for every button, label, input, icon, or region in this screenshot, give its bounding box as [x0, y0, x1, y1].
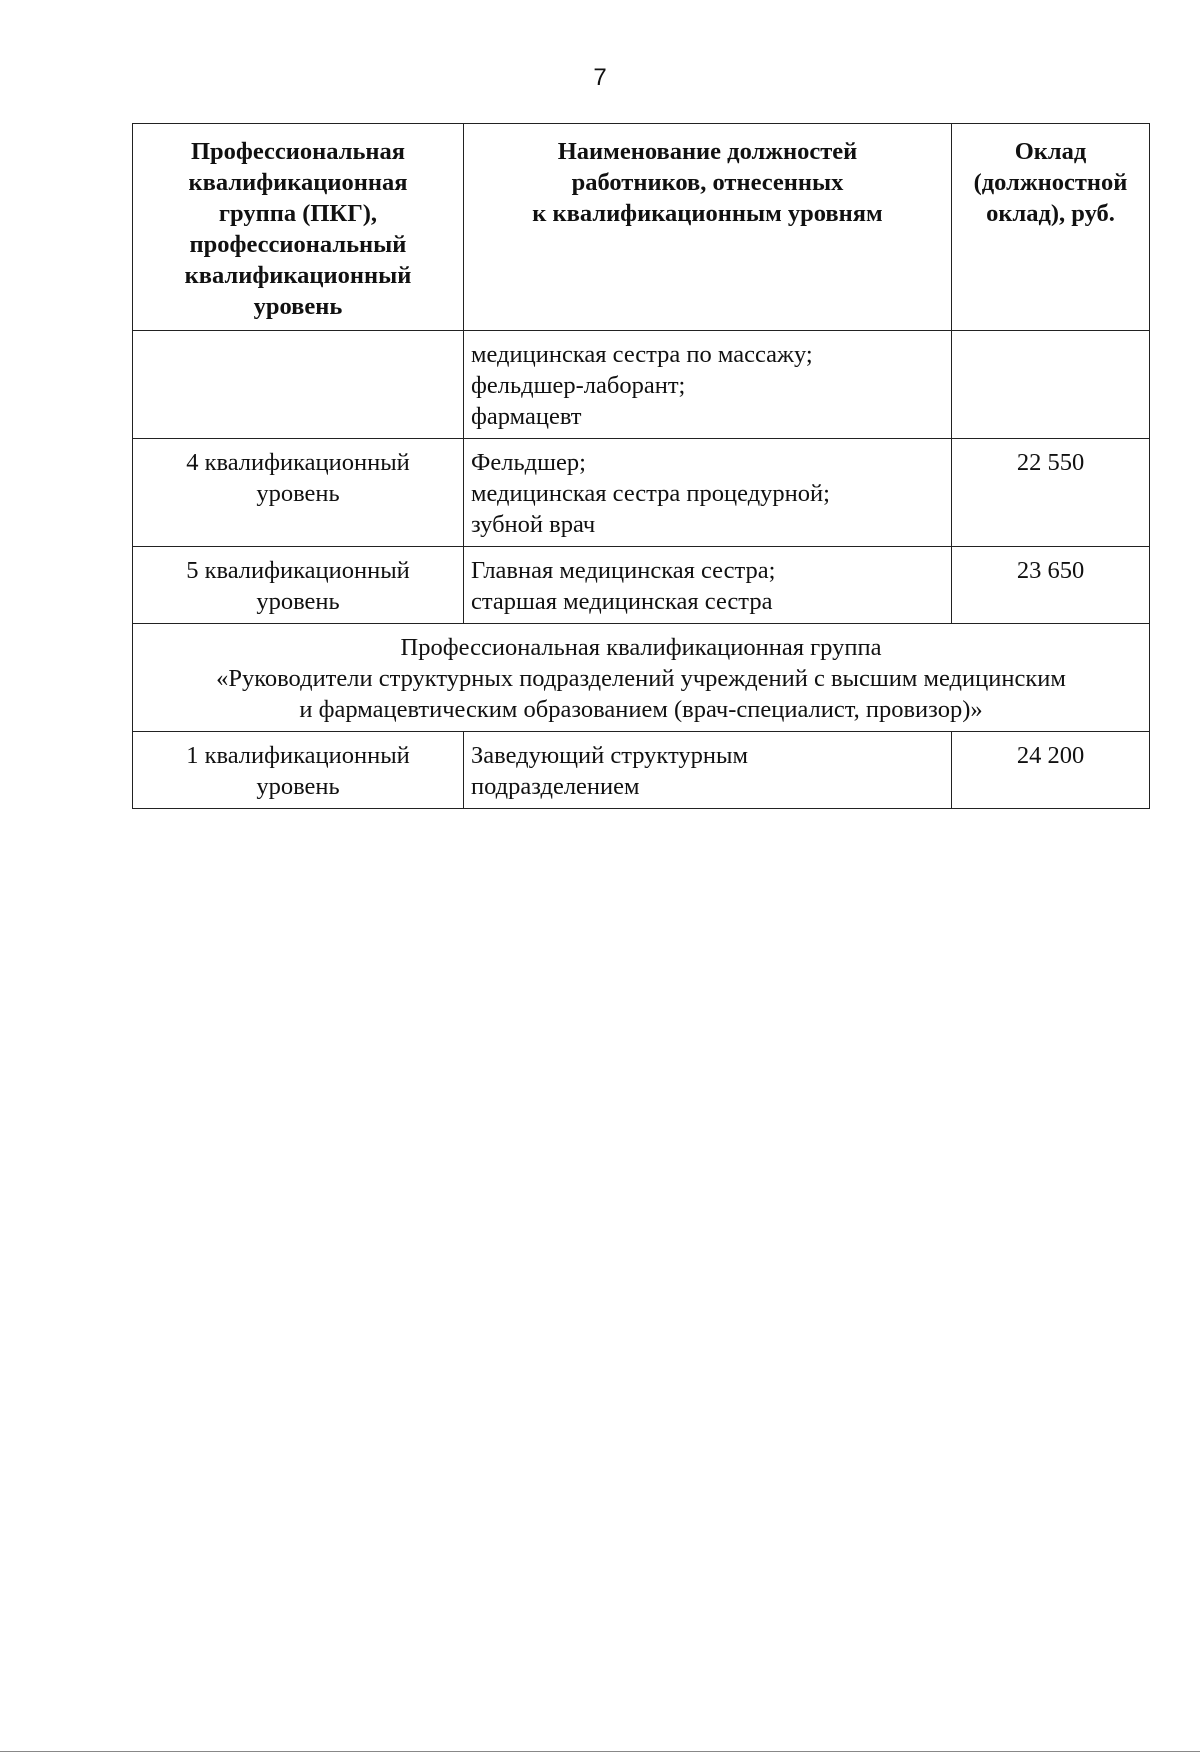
level-cell: 1 квалификационный уровень — [133, 732, 464, 809]
positions-cell: Главная медицинская сестра; старшая медицинская сестра — [464, 547, 952, 624]
table-row — [133, 439, 1150, 547]
salary-cell: 23 650 — [952, 547, 1150, 624]
group-heading-row — [133, 624, 1150, 732]
table-header-row — [133, 124, 1150, 331]
page-number: 7 — [593, 64, 607, 91]
positions-cell: Фельдшер; медицинская сестра процедурной; зубной врач — [464, 439, 952, 547]
positions-cell: Заведующий структурным подразделением — [464, 732, 952, 809]
header-position-names: Наименование должностей работников, отнесенных к квалификационным уровням — [464, 124, 952, 331]
salary-cell: 22 550 — [952, 439, 1150, 547]
table-row — [133, 547, 1150, 624]
positions-cell: медицинская сестра по массажу; фельдшер-лаборант; фармацевт — [464, 331, 952, 439]
header-qualification-group: Профессиональная квалификационная группа (ПКГ), профессиональный квалификационный уровень — [133, 124, 464, 331]
header-salary: Оклад (должностной оклад), руб. — [952, 124, 1150, 331]
group-heading: Профессиональная квалификационная группа «Руководители структурных подразделений учреждений с высшим медицинским и фармацевтическим образованием (врач-специалист, провизор)» — [133, 624, 1150, 732]
table-row — [133, 331, 1150, 439]
level-cell — [133, 331, 464, 439]
scan-edge-line — [0, 1751, 1200, 1752]
salary-table — [132, 123, 1150, 809]
salary-cell: 24 200 — [952, 732, 1150, 809]
level-cell: 5 квалификационный уровень — [133, 547, 464, 624]
table-row — [133, 732, 1150, 809]
level-cell: 4 квалификационный уровень — [133, 439, 464, 547]
salary-cell — [952, 331, 1150, 439]
